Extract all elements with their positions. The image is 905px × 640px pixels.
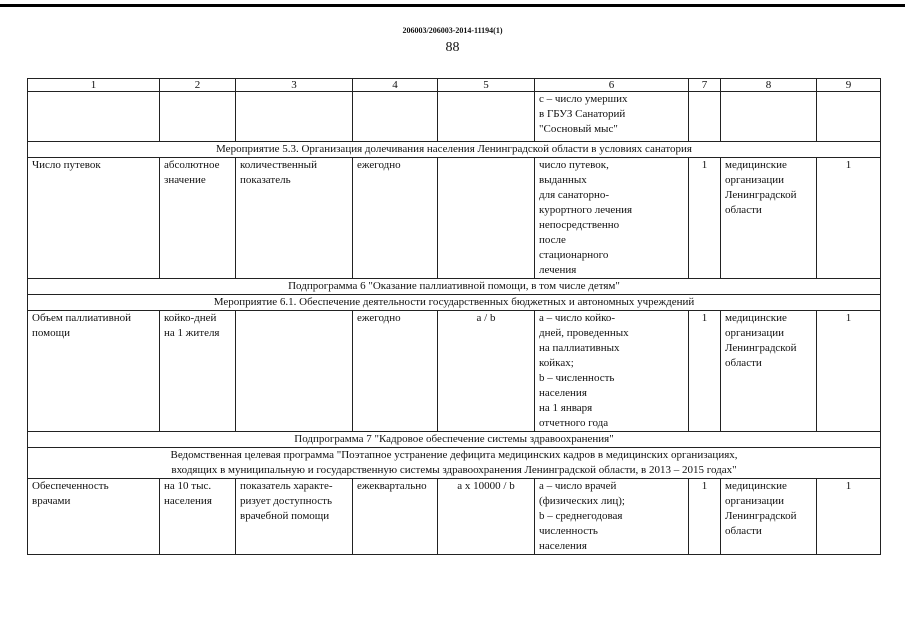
indicator-name: Число путевок	[28, 158, 160, 279]
formula-description: число путевок, выданных для санаторно- курортного лечения непосредственно после стационарного лечения	[535, 158, 689, 279]
section-header-row	[28, 295, 881, 311]
section-5-3-title: Мероприятие 5.3. Организация долечивания населения Ленинградской области в условиях санатория	[28, 142, 881, 158]
col-number-7: 7	[689, 79, 721, 92]
top-border-line	[0, 4, 905, 7]
prev-row-formula-description: c – число умерших в ГБУЗ Санаторий "Сосновый мыс"	[535, 92, 689, 142]
indicator-description: показатель характе- ризует доступность врачебной помощи	[236, 479, 353, 555]
indicator-description: количественный показатель	[236, 158, 353, 279]
table-row-continuation	[28, 92, 881, 142]
col-number-5: 5	[438, 79, 535, 92]
formula: a x 10000 / b	[438, 479, 535, 555]
indicator-name: Объем паллиативной помощи	[28, 311, 160, 432]
formula	[438, 158, 535, 279]
section-header-row	[28, 142, 881, 158]
indicator-name: Обеспеченность врачами	[28, 479, 160, 555]
periodicity: 1	[817, 311, 881, 432]
column-number-row	[28, 79, 881, 92]
col-number-3: 3	[236, 79, 353, 92]
indicators-table	[27, 78, 881, 555]
formula-description: a – число врачей (физических лиц); b – среднегодовая численность населения	[535, 479, 689, 555]
value: 1	[689, 158, 721, 279]
page-number: 88	[445, 40, 460, 55]
table-row-palliative	[28, 311, 881, 432]
data-source: медицинские организации Ленинградской области	[721, 311, 817, 432]
col-number-8: 8	[721, 79, 817, 92]
data-source: медицинские организации Ленинградской области	[721, 158, 817, 279]
unit: койко-дней на 1 жителя	[160, 311, 236, 432]
section-header-row	[28, 432, 881, 448]
unit: абсолютное значение	[160, 158, 236, 279]
data-source: медицинские организации Ленинградской области	[721, 479, 817, 555]
target-program-title: Ведомственная целевая программа "Поэтапное устранение дефицита медицинских кадров в медицинских организациях, входящих в муниципальную и государственную системы здравоохранения Ленинградской области, в 2013 – 2015 годах"	[28, 448, 881, 479]
value: 1	[689, 311, 721, 432]
col-number-2: 2	[160, 79, 236, 92]
col-number-6: 6	[535, 79, 689, 92]
document-id: 206003/206003-2014-11194(1)	[402, 26, 503, 35]
subprogram-6-title: Подпрограмма 6 "Оказание паллиативной помощи, в том числе детям"	[28, 279, 881, 295]
subprogram-7-title: Подпрограмма 7 "Кадровое обеспечение системы здравоохранения"	[28, 432, 881, 448]
section-6-1-title: Мероприятие 6.1. Обеспечение деятельности государственных бюджетных и автономных учреждений	[28, 295, 881, 311]
col-number-9: 9	[817, 79, 881, 92]
periodicity: 1	[817, 479, 881, 555]
value: 1	[689, 479, 721, 555]
frequency: ежегодно	[353, 311, 438, 432]
frequency: ежегодно	[353, 158, 438, 279]
table-row-doctors	[28, 479, 881, 555]
col-number-4: 4	[353, 79, 438, 92]
section-header-row	[28, 448, 881, 479]
section-header-row	[28, 279, 881, 295]
col-number-1: 1	[28, 79, 160, 92]
formula: a / b	[438, 311, 535, 432]
periodicity: 1	[817, 158, 881, 279]
indicator-description	[236, 311, 353, 432]
unit: на 10 тыс. населения	[160, 479, 236, 555]
table-row-vouchers	[28, 158, 881, 279]
formula-description: a – число койко- дней, проведенных на паллиативных койках; b – численность населения на 1 января отчетного года	[535, 311, 689, 432]
frequency: ежеквартально	[353, 479, 438, 555]
